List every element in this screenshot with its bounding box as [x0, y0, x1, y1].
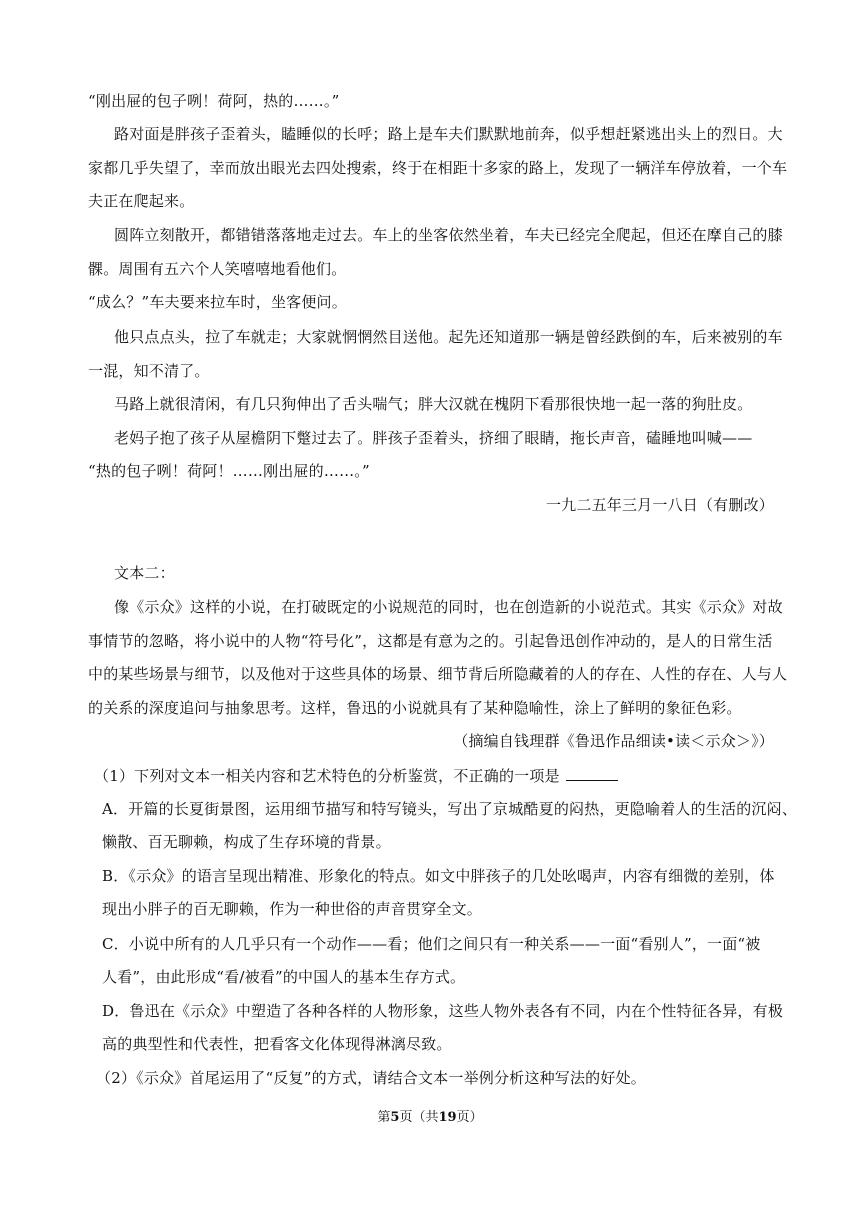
option-a-line2: 懒散、百无聊赖，构成了生存环境的背景。: [102, 833, 391, 851]
option-a-line1: A．开篇的长夏街景图，运用细节描写和特写镜头，写出了京城酷夏的闷热，更隐喻着人的生活的沉闷、: [102, 800, 798, 818]
footer-total-pages: 19: [438, 1110, 457, 1125]
option-d-line2: 高的典型性和代表性，把看客文化体现得淋漓尽致。: [102, 1035, 452, 1053]
text2-line: 像《示众》这样的小说，在打破既定的小说规范的同时，也在创造新的小说范式。其实《示众》对故: [114, 598, 783, 616]
question1-stem-text: （1）下列对文本一相关内容和艺术特色的分析鉴赏，不正确的一项是: [94, 767, 560, 785]
text1-line: 圆阵立刻散开，都错错落落地走过去。车上的坐客依然坐着，车夫已经完全爬起，但还在摩自己的膝: [114, 226, 783, 244]
text2-heading: 文本二：: [114, 564, 175, 582]
text2-line: 的关系的深度追问与抽象思考。这样，鲁迅的小说就具有了某种隐喻性，涂上了鲜明的象征色彩。: [88, 699, 742, 717]
text1-line: “热的包子咧！荷阿！……刚出屉的……。”: [88, 462, 370, 480]
text1-line: 马路上就很清闲，有几只狗伸出了舌头喘气；胖大汉就在槐阴下看那很快地一起一落的狗肚皮。: [114, 395, 753, 413]
text1-line: “刚出屉的包子咧！荷阿，热的……。”: [88, 92, 340, 110]
option-c-line1: C．小说中所有的人几乎只有一个动作——看；他们之间只有一种关系——一面“看别人”，一面“被: [102, 935, 761, 953]
text2-line: 中的某些场景与细节，以及他对于这些具体的场景、细节背后所隐藏着的人的存在、人性的存在、人与人: [88, 665, 788, 683]
footer-suffix: 页）: [456, 1110, 483, 1125]
text2-line: 事情节的忽略，将小说中的人物“符号化”，这都是有意为之的。引起鲁迅创作冲动的，是人的日常生活: [88, 632, 773, 650]
text1-line: 夫正在爬起来。: [88, 192, 195, 210]
text1-line: 路对面是胖孩子歪着头，瞌睡似的长呼；路上是车夫们默默地前奔，似乎想赶紧逃出头上的烈日。大: [114, 125, 783, 143]
question1-stem: [94, 765, 784, 786]
text1-line: 一混，知不清了。: [88, 362, 210, 380]
footer-prefix: 第: [377, 1110, 391, 1125]
option-c-line2: 人看”，由此形成“看/被看”的中国人的基本生存方式。: [102, 968, 466, 986]
answer-blank: [566, 765, 618, 781]
option-d-line1: D．鲁迅在《示众》中塑造了各种各样的人物形象，这些人物外表各有不同，内在个性特征各异，有极: [102, 1002, 784, 1020]
text1-line: 老妈子抱了孩子从屋檐阴下蹩过去了。胖孩子歪着头，挤细了眼睛，拖长声音，磕睡地叫喊——: [114, 429, 753, 447]
text1-line: 髁。周围有五六个人笑嘻嘻地看他们。: [88, 260, 347, 278]
option-b-line1: B．《示众》的语言呈现出精准、形象化的特点。如文中胖孩子的几处吆喝声，内容有细微的差别，体: [102, 867, 775, 885]
page-footer: [0, 1109, 860, 1127]
text1-date: 一九二五年三月一八日（有删改）: [545, 496, 774, 514]
text1-line: 家都几乎失望了，幸而放出眼光去四处搜索，终于在相距十多家的路上，发现了一辆洋车停放着，一个车: [88, 159, 788, 177]
footer-middle: 页（共: [399, 1110, 439, 1125]
text2-source: （摘编自钱理群《鲁迅作品细读•读＜示众＞》）: [453, 732, 774, 750]
text1-line: “成么？”车夫要来拉车时，坐客便问。: [88, 293, 347, 311]
text1-line: 他只点点头，拉了车就走；大家就惘惘然目送他。起先还知道那一辆是曾经跌倒的车，后来被别的车: [114, 328, 783, 346]
footer-page-number: 5: [390, 1110, 400, 1125]
option-b-line2: 现出小胖子的百无聊赖，作为一种世俗的声音贯穿全文。: [102, 900, 483, 918]
question2-stem: （2）《示众》首尾运用了“反复”的方式，请结合文本一举例分析这种写法的好处。: [96, 1069, 646, 1087]
